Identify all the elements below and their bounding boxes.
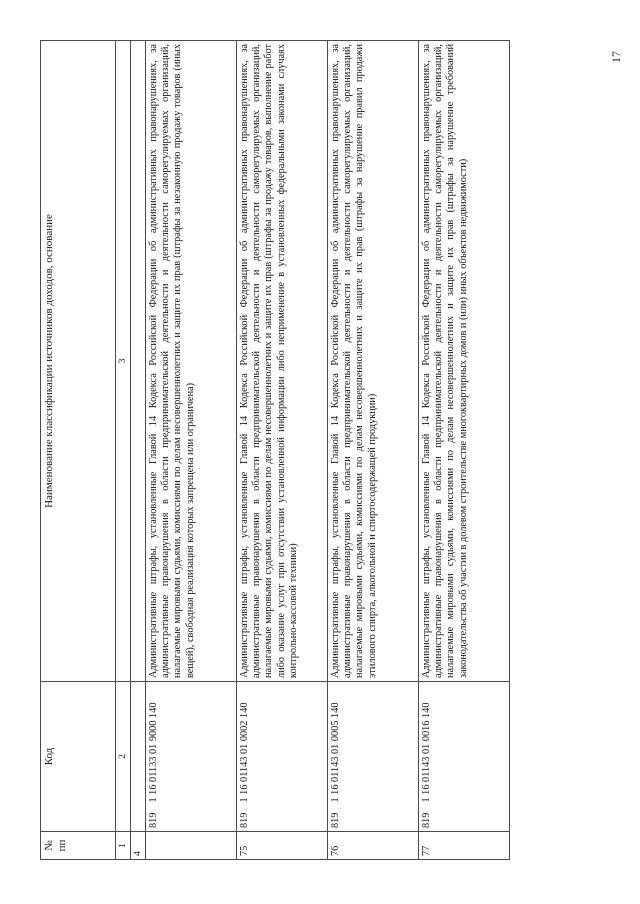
continuation-number: 4 [131, 832, 146, 860]
row-description: Административные штрафы, установленные Главой 14 Кодекса Российской Федерации об административных правонарушениях, за административные правонарушения в области предпринимательской деятельности и деятельности саморегулируемых организаций, налагаемые мировыми судьями, комиссиями по делам несовершеннолетних и защите их прав (штрафы за нарушение правил продажи этилового спирта, алкогольной и спиртосодержащей продукции) [328, 41, 419, 682]
table-header-row [41, 41, 116, 860]
column-number-3: 3 [116, 41, 131, 682]
admin-code: 819 [330, 812, 341, 828]
admin-code: 819 [421, 812, 432, 828]
column-number-row [116, 41, 131, 860]
continuation-desc [131, 41, 146, 682]
row-description: Административные штрафы, установленные Главой 14 Кодекса Российской Федерации об административных правонарушениях, за административные правонарушения в области предпринимательской деятельности и деятельности саморегулируемых организаций, налагаемые мировыми судьями, комиссиями по делам несовершеннолетних и защите их прав (штрафы за продажу товаров, выполнение работ либо оказание услуг при отсутствии установленной информации либо неприменение в установленных федеральными законами случаях контрольно-кассовой техники) [237, 41, 328, 682]
table-row [419, 41, 510, 860]
header-name: Наименование классификации источников доходов, основание [41, 41, 116, 682]
header-number: № пп [41, 832, 116, 860]
row-number: 75 [237, 832, 328, 860]
table-row [237, 41, 328, 860]
budget-code: 1 16 01133 01 9000 140 [148, 702, 159, 803]
column-number-2: 2 [116, 682, 131, 832]
page-number: 17 [609, 51, 623, 63]
admin-code: 819 [148, 812, 159, 828]
row-code [328, 682, 419, 832]
row-code [237, 682, 328, 832]
revenue-classification-table [40, 40, 510, 860]
rotated-table-container [40, 40, 600, 860]
row-code [146, 682, 237, 832]
row-number: 77 [419, 832, 510, 860]
row-number [146, 832, 237, 860]
row-number: 76 [328, 832, 419, 860]
header-code: Код [41, 682, 116, 832]
table-row [328, 41, 419, 860]
row-description: Административные штрафы, установленные Главой 14 Кодекса Российской Федерации об административных правонарушениях, за административные правонарушения в области предпринимательской деятельности и деятельности саморегулируемых организаций, налагаемые мировыми судьями, комиссиями по делам несовершеннолетних и защите их прав (штрафы за нарушение требований законодательства об участии в долевом строительстве многоквартирных домов и (или) иных объектов недвижимости) [419, 41, 510, 682]
column-number-1: 1 [116, 832, 131, 860]
table-row [146, 41, 237, 860]
budget-code: 1 16 01143 01 0005 140 [330, 702, 341, 803]
continuation-code [131, 682, 146, 832]
budget-code: 1 16 01143 01 0002 140 [239, 702, 250, 803]
continuation-row [131, 41, 146, 860]
row-description: Административные штрафы, установленные Главой 14 Кодекса Российской Федерации об административных правонарушениях, за административные правонарушения в области предпринимательской деятельности и деятельности саморегулируемых организаций, налагаемые мировыми судьями, комиссиями по делам несовершеннолетних и защите их прав (штрафы за незаконную продажу товаров (иных вещей), свободная реализация которых запрещена или ограничена) [146, 41, 237, 682]
budget-code: 1 16 01143 01 0016 140 [421, 702, 432, 803]
admin-code: 819 [239, 812, 250, 828]
row-code [419, 682, 510, 832]
